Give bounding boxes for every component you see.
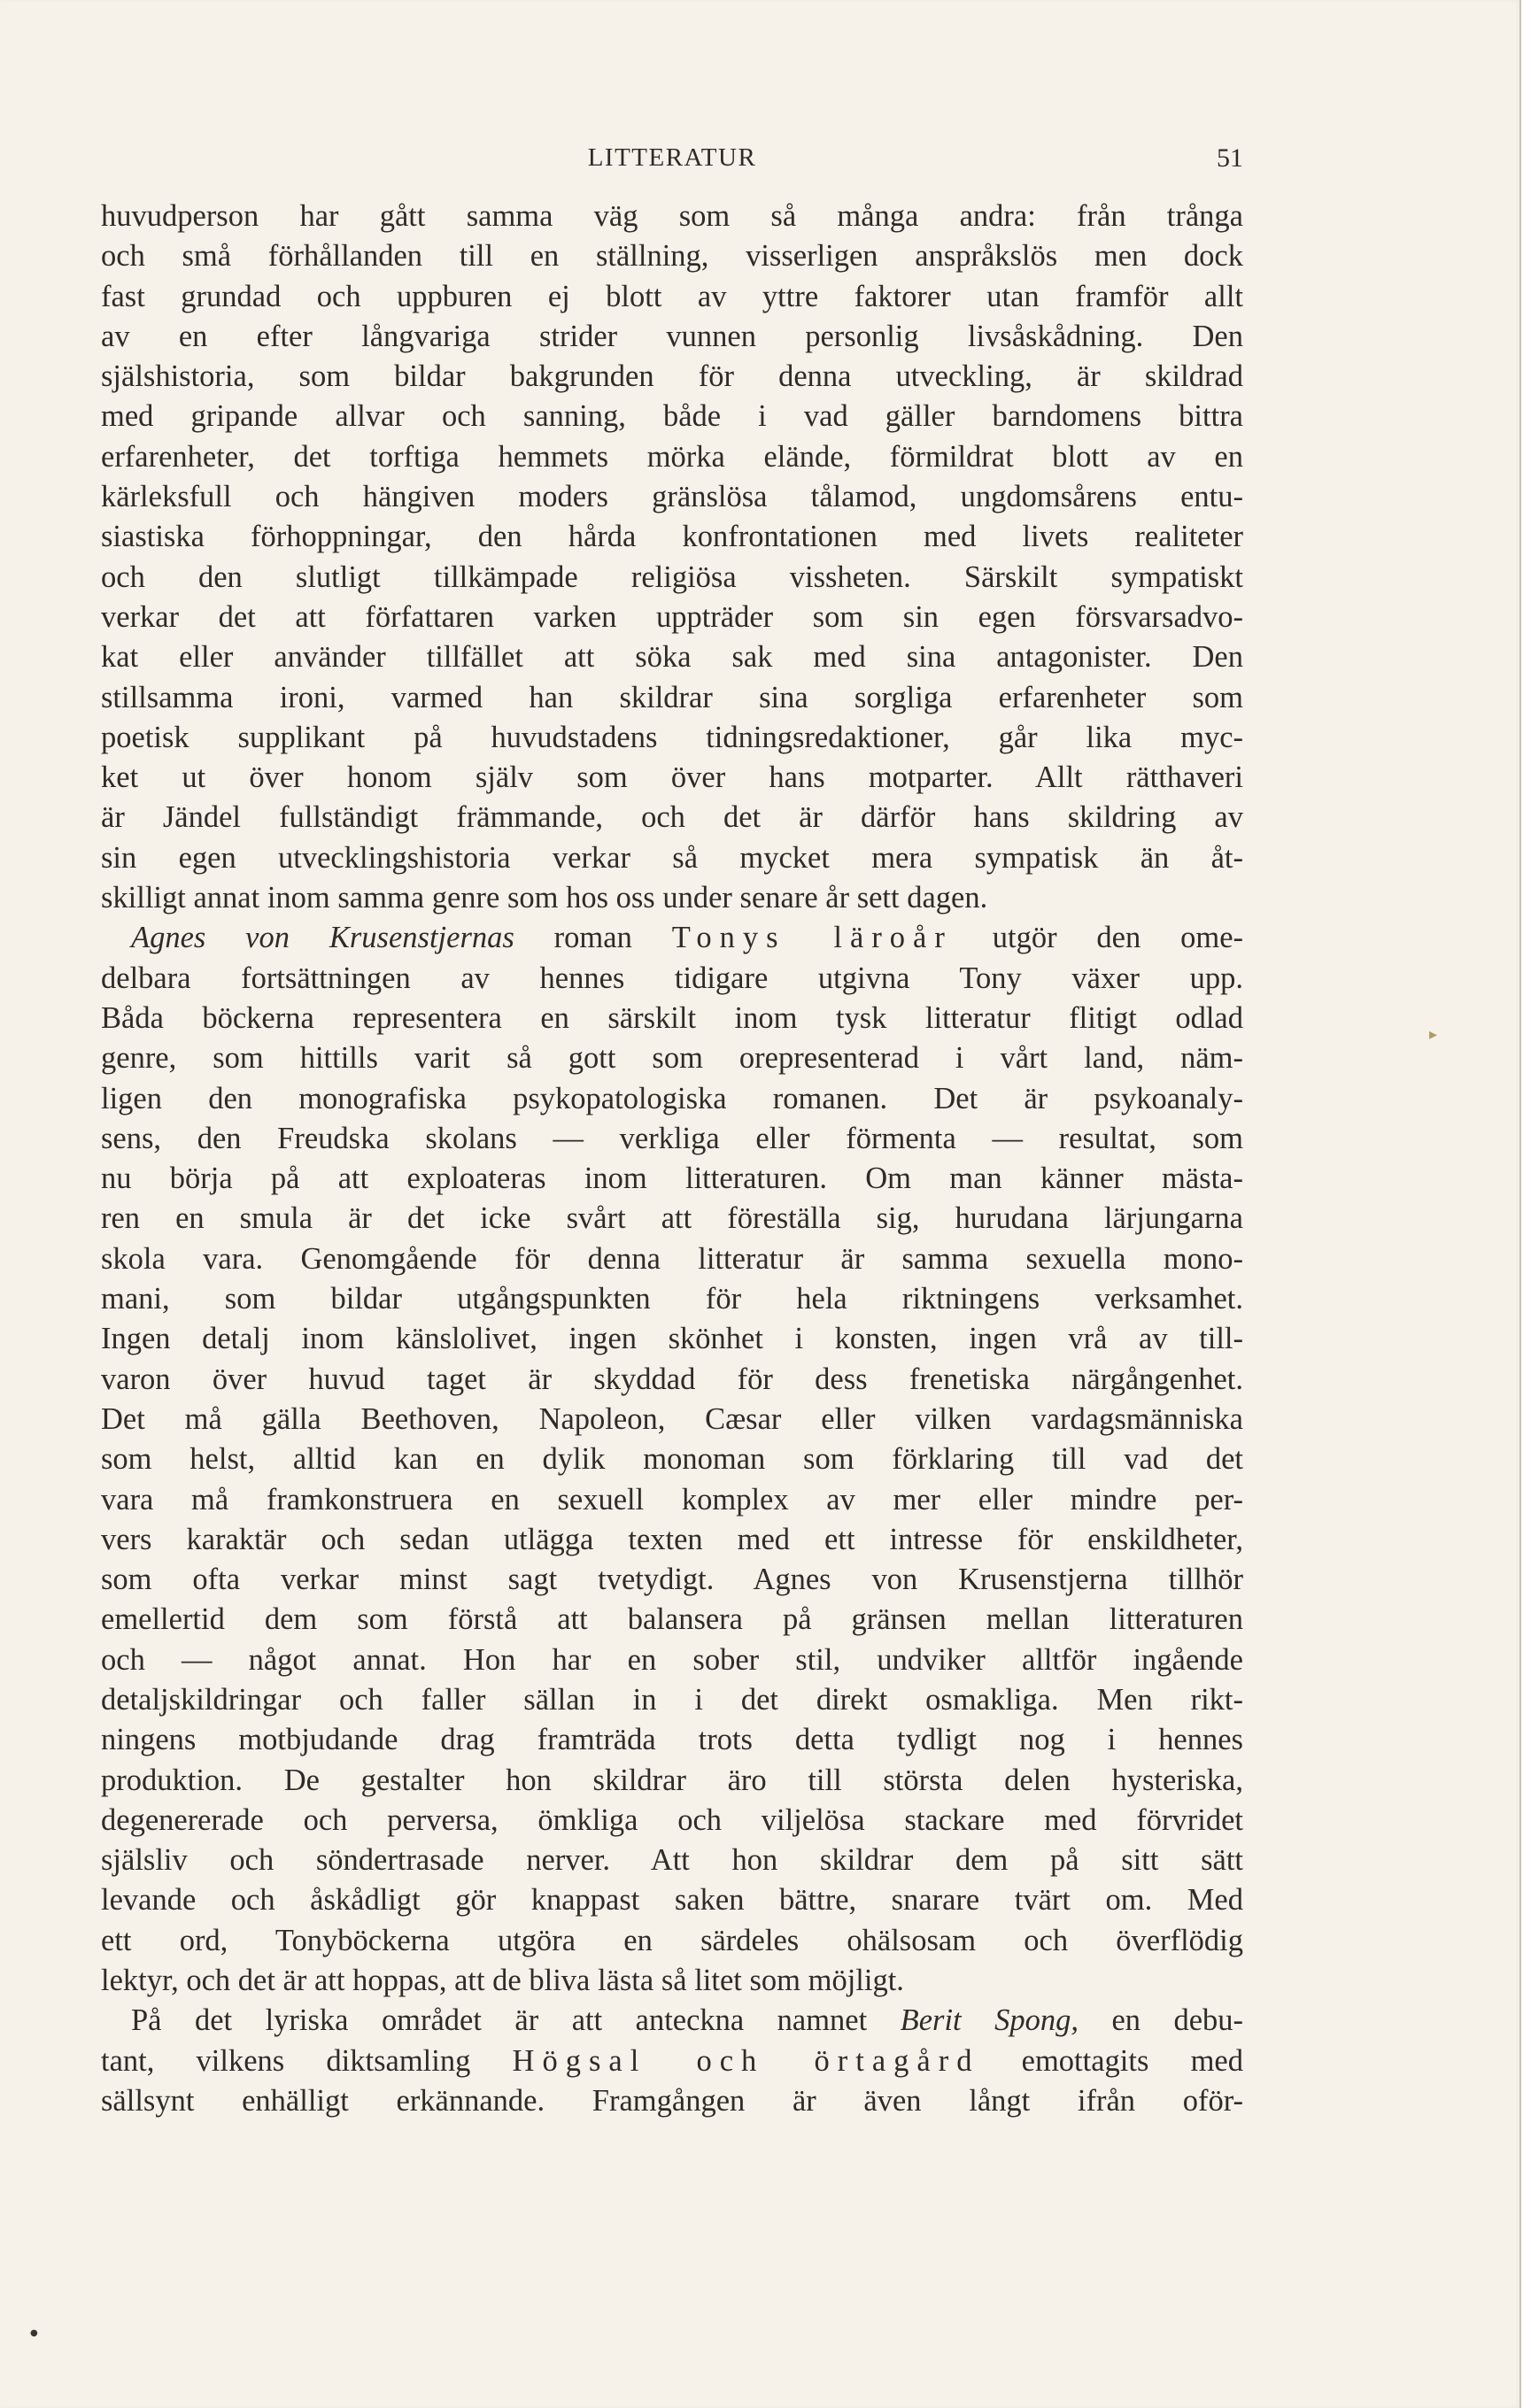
text-run: verkar det att författaren varken uppträder som sin egen försvarsadvo-	[101, 599, 1243, 634]
text-line	[101, 1720, 1243, 1760]
text-line	[101, 277, 1243, 317]
text-line	[101, 1279, 1243, 1319]
text-run: stillsamma ironi, varmed han skildrar sina sorgliga erfarenheter som	[101, 680, 1243, 714]
text-line	[101, 2041, 1243, 2081]
text-run: vers karaktär och sedan utlägga texten med ett intresse för enskildheter,	[101, 1522, 1243, 1556]
text-run: vara må framkonstruera en sexuell komplex av mer eller mindre per-	[101, 1482, 1243, 1517]
text-line	[101, 558, 1243, 598]
text-line	[101, 1400, 1243, 1439]
text-line	[101, 1761, 1243, 1801]
text-line	[101, 1961, 1243, 2001]
text-line	[101, 517, 1243, 557]
text-run: lektyr, och det är att hoppas, att de bliva lästa så litet som möjligt.	[101, 1964, 904, 1998]
text-line	[101, 1520, 1243, 1560]
text-run: sin egen utvecklingshistoria verkar så mycket mera sympatisk än åt-	[101, 840, 1243, 875]
text-run: Det må gälla Beethoven, Napoleon, Cæsar eller vilken vardagsmänniska	[101, 1401, 1243, 1436]
text-line	[101, 197, 1243, 236]
text-line	[101, 1119, 1243, 1159]
text-run: poetisk supplikant på huvudstadens tidningsredaktioner, går lika myc-	[101, 720, 1243, 754]
text-line	[101, 1199, 1243, 1239]
text-line	[101, 959, 1243, 999]
text-line	[101, 1439, 1243, 1479]
margin-dot: ●	[30, 2328, 38, 2338]
text-line	[101, 798, 1243, 837]
text-line	[101, 1640, 1243, 1680]
text-run: På det lyriska området är att anteckna namnet	[131, 2003, 901, 2038]
text-run: sällsynt enhälligt erkännande. Framgången är även långt ifrån oför-	[101, 2083, 1243, 2118]
text-run: utgör den ome-	[952, 921, 1243, 955]
text-run: emottagits med	[979, 2043, 1243, 2078]
text-line	[101, 477, 1243, 517]
text-line	[101, 918, 1243, 958]
text-line	[101, 1079, 1243, 1119]
text-run: med gripande allvar och sanning, både i vad gäller barndomens bittra	[101, 399, 1243, 434]
page-header	[101, 143, 1243, 179]
text-line	[101, 1159, 1243, 1199]
text-line	[101, 678, 1243, 718]
page-edge	[1519, 0, 1531, 2408]
text-run: och små förhållanden till en ställning, visserligen anspråkslös men dock	[101, 239, 1243, 274]
text-line	[101, 878, 1243, 918]
text-line	[101, 1319, 1243, 1359]
text-run: ningens motbjudande drag framträda trots detta tydligt nog i hennes	[101, 1723, 1243, 1757]
text-line	[101, 1921, 1243, 1961]
text-run: och den slutligt tillkämpade religiösa vissheten. Särskilt sympatiskt	[101, 560, 1243, 594]
text-line	[101, 1680, 1243, 1720]
text-line	[101, 2081, 1243, 2121]
text-run: huvudperson har gått samma väg som så många andra: från trånga	[101, 199, 1243, 233]
text-run: som ofta verkar minst sagt tvetydigt. Agnes von Krusenstjerna tillhör	[101, 1563, 1243, 1597]
text-line	[101, 1360, 1243, 1400]
text-run: ligen den monografiska psykopatologiska romanen. Det är psykoanaly-	[101, 1081, 1243, 1115]
italic-name: Berit Spong,	[900, 2003, 1079, 2038]
italic-name: Agnes von Krusenstjernas	[131, 921, 514, 955]
text-run: produktion. De gestalter hon skildrar äro till största delen hysteriska,	[101, 1763, 1243, 1797]
text-run: kärleksfull och hängiven moders gränslösa tålamod, ungdomsårens entu-	[101, 480, 1243, 514]
text-line	[101, 1801, 1243, 1841]
margin-mark: ▸	[1429, 1025, 1438, 1044]
text-run: mani, som bildar utgångspunkten för hela riktningens verksamhet.	[101, 1282, 1243, 1316]
text-line	[101, 598, 1243, 637]
text-run: roman	[514, 921, 672, 955]
text-run: själshistoria, som bildar bakgrunden för denna utveckling, är skildrad	[101, 359, 1243, 394]
text-run: av en efter långvariga strider vunnen personlig livsåskådning. Den	[101, 319, 1243, 353]
text-run: nu börja på att exploateras inom litteraturen. Om man känner mästa-	[101, 1162, 1243, 1196]
text-run: sens, den Freudska skolans — verkliga eller förmenta — resultat, som	[101, 1121, 1243, 1155]
text-run: emellertid dem som förstå att balansera på gränsen mellan litteraturen	[101, 1602, 1243, 1637]
text-run: skola vara. Genomgående för denna litteratur är samma sexuella mono-	[101, 1241, 1243, 1276]
text-line	[101, 2001, 1243, 2041]
text-line	[101, 999, 1243, 1038]
text-run: som helst, alltid kan en dylik monoman som förklaring till vad det	[101, 1442, 1243, 1477]
spaced-title: Tonys läroår	[671, 921, 953, 955]
text-run: ren en smula är det icke svårt att föreställa sig, hurudana lärjungarna	[101, 1201, 1243, 1236]
text-run: själsliv och söndertrasade nerver. Att hon skildrar dem på sitt sätt	[101, 1843, 1243, 1878]
spaced-title: Högsal och örtagård	[512, 2043, 980, 2078]
text-line	[101, 1841, 1243, 1880]
text-run: genre, som hittills varit så gott som orepresenterad i vårt land, näm-	[101, 1041, 1243, 1076]
text-run: degenererade och perversa, ömkliga och viljelösa stackare med förvridet	[101, 1802, 1243, 1837]
text-run: skilligt annat inom samma genre som hos oss under senare år sett dagen.	[101, 881, 988, 915]
text-run: Ingen detalj inom känslolivet, ingen skönhet i konsten, ingen vrå av till-	[101, 1322, 1243, 1356]
text-line	[101, 1600, 1243, 1640]
text-run: och — något annat. Hon har en sober stil, undviker alltför ingående	[101, 1642, 1243, 1677]
text-run: fast grundad och uppburen ej blott av yttre faktorer utan framför allt	[101, 279, 1243, 313]
text-line	[101, 357, 1243, 397]
text-run: levande och åskådligt gör knappast saken bättre, snarare tvärt om. Med	[101, 1883, 1243, 1918]
text-line	[101, 236, 1243, 276]
text-line	[101, 758, 1243, 798]
text-line	[101, 637, 1243, 677]
text-line	[101, 838, 1243, 878]
text-run: varon över huvud taget är skyddad för dess frenetiska närgångenhet.	[101, 1362, 1243, 1396]
text-run: ett ord, Tonyböckerna utgöra en särdeles ohälsosam och överflödig	[101, 1923, 1243, 1957]
text-run: kat eller använder tillfället att söka sak med sina antagonister. Den	[101, 640, 1243, 675]
text-line	[101, 1560, 1243, 1600]
text-run: är Jändel fullständigt främmande, och det är därför hans skildring av	[101, 800, 1243, 835]
text-run: ket ut över honom själv som över hans motparter. Allt rätthaveri	[101, 760, 1243, 795]
text-line	[101, 397, 1243, 436]
text-line	[101, 1239, 1243, 1279]
text-run: delbara fortsättningen av hennes tidigare utgivna Tony växer upp.	[101, 961, 1243, 995]
text-line	[101, 1038, 1243, 1078]
text-run: en debu-	[1078, 2003, 1243, 2038]
text-line	[101, 317, 1243, 357]
body-text	[101, 197, 1243, 2121]
text-line	[101, 1880, 1243, 1920]
text-run: tant, vilkens diktsamling	[101, 2043, 513, 2078]
text-line	[101, 1480, 1243, 1520]
text-run: siastiska förhoppningar, den hårda konfrontationen med livets realiteter	[101, 520, 1243, 554]
text-run: Båda böckerna representera en särskilt inom tysk litteratur flitigt odlad	[101, 1000, 1243, 1035]
text-line	[101, 437, 1243, 477]
text-line	[101, 718, 1243, 758]
page-number: 51	[1217, 143, 1243, 173]
running-head: LITTERATUR	[587, 143, 757, 172]
text-run: erfarenheter, det torftiga hemmets mörka elände, förmildrat blott av en	[101, 439, 1243, 474]
text-run: detaljskildringar och faller sällan in i det direkt osmakliga. Men rikt-	[101, 1682, 1243, 1717]
